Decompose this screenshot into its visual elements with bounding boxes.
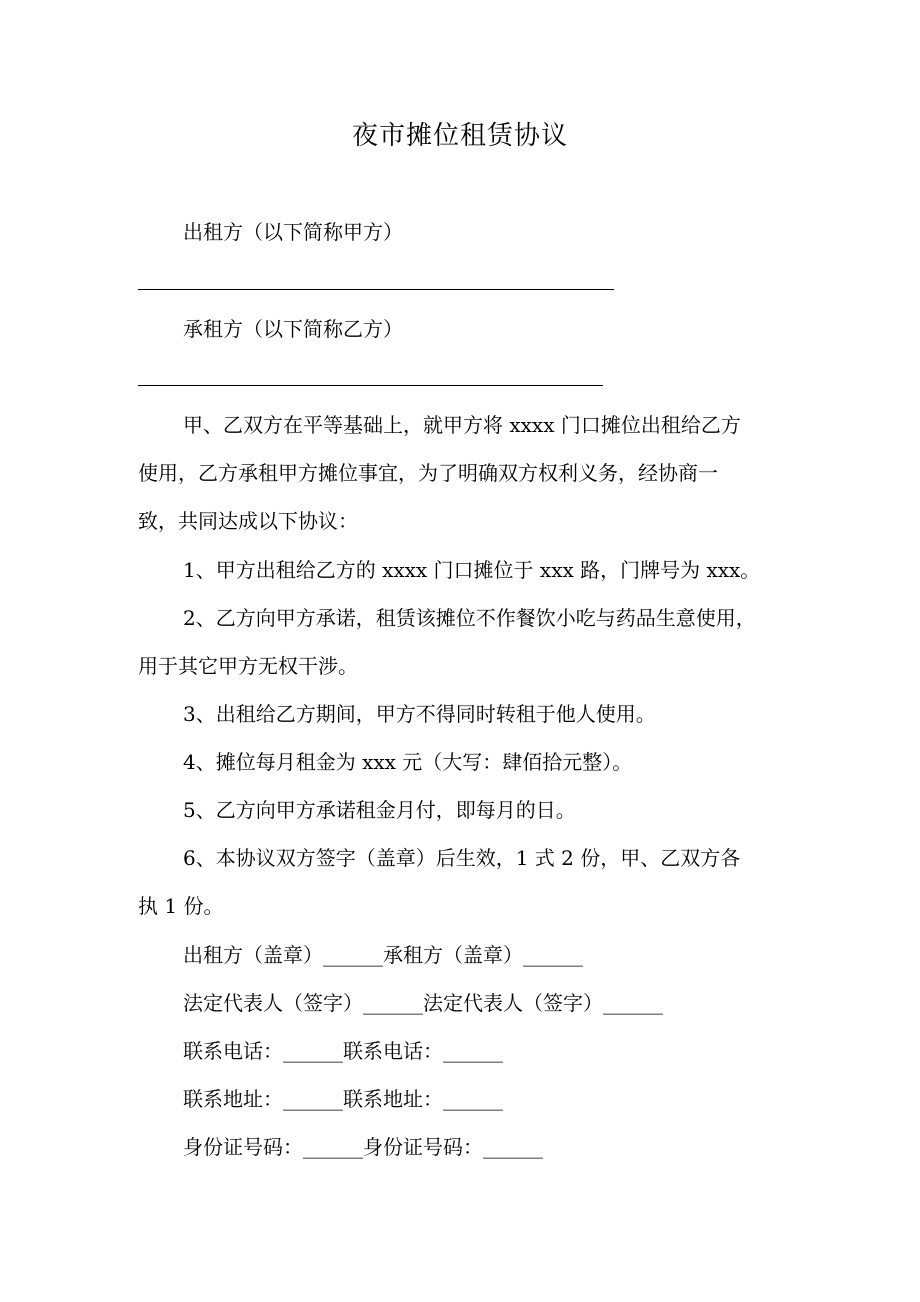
lessor-label: 出租方（以下简称甲方） bbox=[183, 220, 403, 244]
lessor-blank-line bbox=[138, 289, 614, 290]
clause-line: 6、本协议双方签字（盖章）后生效，1 式 2 份，甲、乙双方各 bbox=[183, 846, 741, 870]
clause-line: 1、甲方出租给乙方的 xxxx 门口摊位于 xxx 路，门牌号为 xxx。 bbox=[183, 558, 761, 582]
preamble-line: 使用，乙方承租甲方摊位事宜，为了明确双方权利义务，经协商一 bbox=[138, 461, 718, 485]
clause-line: 用于其它甲方无权干涉。 bbox=[138, 654, 358, 678]
signature-line: 联系地址：______联系地址：______ bbox=[183, 1087, 503, 1111]
lessee-label: 承租方（以下简称乙方） bbox=[183, 317, 403, 341]
signature-line: 出租方（盖章）______承租方（盖章）______ bbox=[183, 943, 583, 967]
signature-line: 联系电话：______联系电话：______ bbox=[183, 1039, 503, 1063]
signature-line: 身份证号码：______身份证号码：______ bbox=[183, 1135, 543, 1159]
document-title: 夜市摊位租赁协议 bbox=[351, 121, 568, 151]
preamble-line: 甲、乙双方在平等基础上，就甲方将 xxxx 门口摊位出租给乙方 bbox=[183, 413, 741, 437]
lessee-blank-line bbox=[138, 385, 603, 386]
clause-line: 2、乙方向甲方承诺，租赁该摊位不作餐饮小吃与药品生意使用， bbox=[183, 606, 756, 630]
preamble-line: 致，共同达成以下协议： bbox=[138, 509, 358, 533]
clause-line: 执 1 份。 bbox=[138, 894, 224, 918]
clause-line: 5、乙方向甲方承诺租金月付，即每月的日。 bbox=[183, 798, 576, 822]
signature-line: 法定代表人（签字）______法定代表人（签字）______ bbox=[183, 991, 663, 1015]
clause-line: 3、出租给乙方期间，甲方不得同时转租于他人使用。 bbox=[183, 702, 656, 726]
clause-line: 4、摊位每月租金为 xxx 元（大写：肆佰拾元整）。 bbox=[183, 750, 633, 774]
